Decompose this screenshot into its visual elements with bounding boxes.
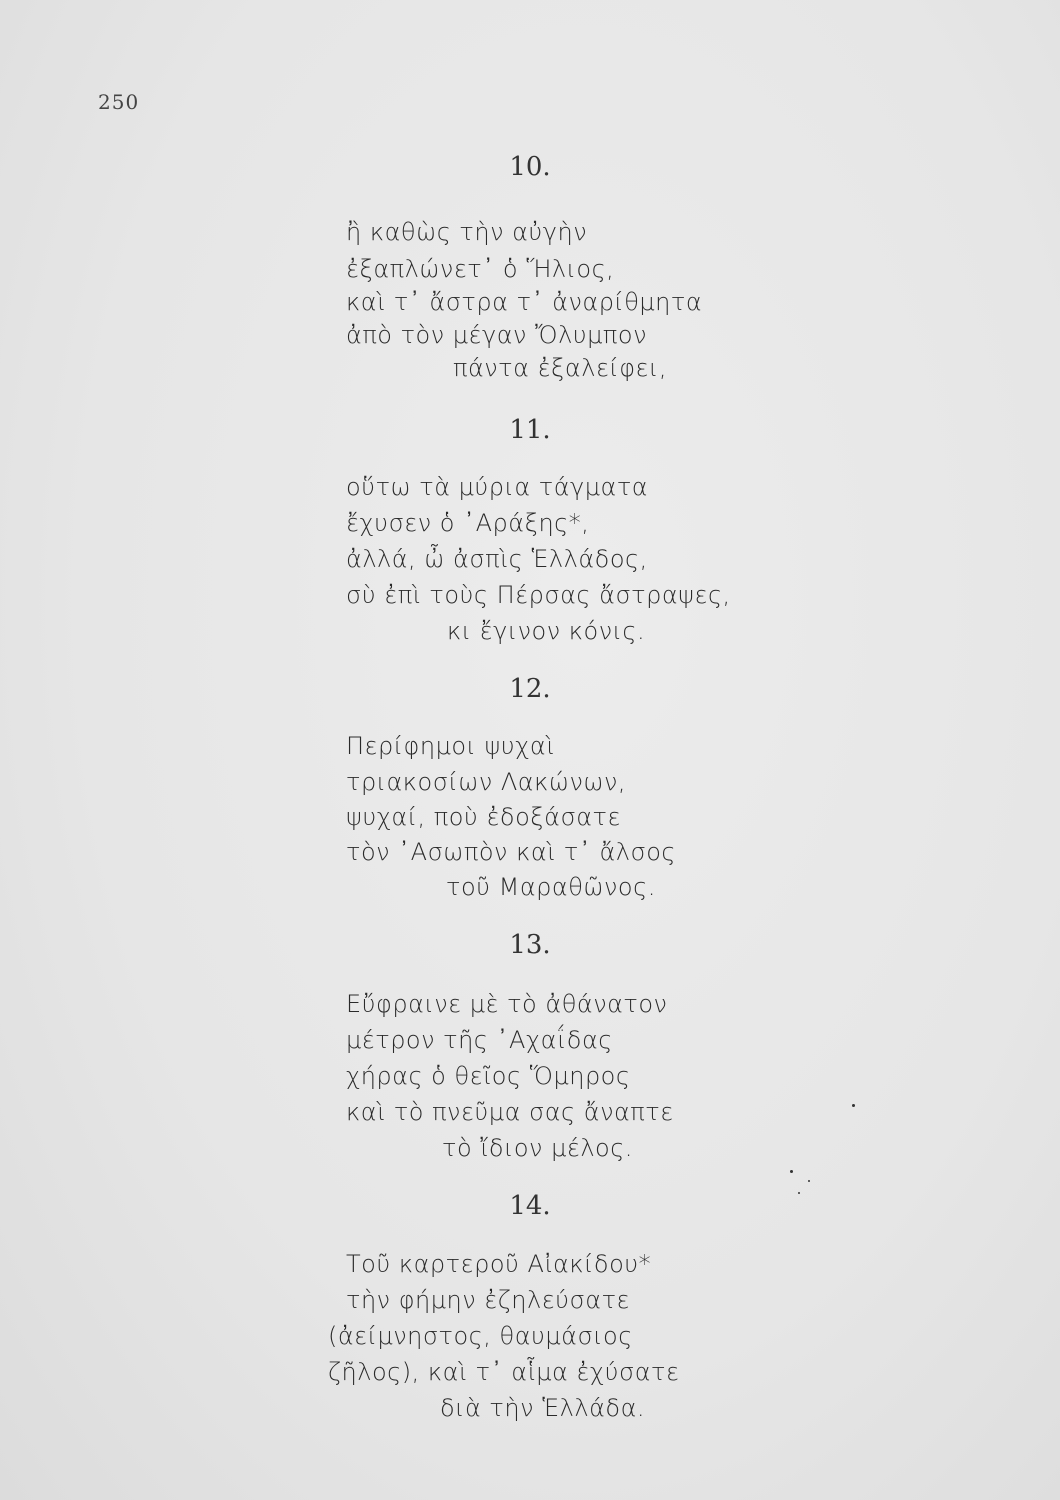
paper-speck bbox=[852, 1104, 855, 1107]
verse-line: διὰ τὴν Ἑλλάδα. bbox=[440, 1394, 646, 1422]
verse-line: τὴν φήμην ἐζηλεύσατε bbox=[346, 1286, 631, 1314]
verse-line: τριακοσίων Λακώνων, bbox=[346, 768, 626, 796]
stanza-number-14: 14. bbox=[509, 1191, 551, 1221]
stanza-number-13: 13. bbox=[509, 930, 551, 960]
verse-line: κι ἔγινον κόνις. bbox=[447, 617, 646, 645]
verse-line: ἀλλά, ὦ ἀσπὶς Ἑλλάδος, bbox=[346, 545, 648, 573]
paper-speck bbox=[798, 1192, 800, 1194]
verse-line: ἀπὸ τὸν μέγαν Ὄλυμπον bbox=[346, 321, 647, 349]
verse-line: ἢ καθὼς τὴν αὐγὴν bbox=[346, 218, 588, 246]
paper-speck bbox=[790, 1170, 793, 1173]
page-number: 250 bbox=[98, 90, 140, 114]
verse-line: (ἀείμνηστος, θαυμάσιος bbox=[328, 1322, 633, 1350]
verse-line: καὶ τ᾽ ἄστρα τ᾽ ἀναρίθμητα bbox=[346, 288, 703, 316]
verse-line: χήρας ὁ θεῖος Ὅμηρος bbox=[346, 1062, 631, 1090]
verse-line: σὺ ἐπὶ τοὺς Πέρσας ἄστραψες, bbox=[346, 581, 731, 609]
verse-line: ἐξαπλώνετ᾽ ὁ Ἥλιος, bbox=[346, 255, 615, 283]
verse-line: μέτρον τῆς ᾿Αχαΐδας bbox=[346, 1026, 613, 1054]
verse-line: τοῦ Μαραθῶνος. bbox=[446, 873, 656, 901]
verse-line: πάντα ἐξαλείφει, bbox=[453, 354, 667, 382]
stanza-number-10: 10. bbox=[509, 152, 551, 182]
verse-line: Περίφημοι ψυχαὶ bbox=[346, 732, 555, 760]
verse-line: ζῆλος), καὶ τ᾽ αἷμα ἐχύσατε bbox=[328, 1358, 680, 1386]
verse-line: ψυχαί, ποὺ ἐδοξάσατε bbox=[346, 803, 621, 831]
verse-line: Εὔφραινε μὲ τὸ ἀθάνατον bbox=[346, 990, 668, 1018]
stanza-number-12: 12. bbox=[509, 674, 551, 704]
verse-line: καὶ τὸ πνεῦμα σας ἄναπτε bbox=[346, 1098, 674, 1126]
verse-line: τὸν ᾿Ασωπὸν καὶ τ᾽ ἄλσος bbox=[346, 838, 676, 866]
verse-line: Τοῦ καρτεροῦ Αἰακίδου* bbox=[346, 1250, 652, 1278]
stanza-number-11: 11. bbox=[509, 415, 551, 445]
paper-speck bbox=[808, 1180, 810, 1182]
verse-line: οὕτω τὰ μύρια τάγματα bbox=[346, 473, 649, 501]
verse-line: ἔχυσεν ὁ ᾿Αράξης*, bbox=[346, 509, 590, 537]
verse-line: τὸ ἴδιον μέλος. bbox=[442, 1134, 633, 1162]
